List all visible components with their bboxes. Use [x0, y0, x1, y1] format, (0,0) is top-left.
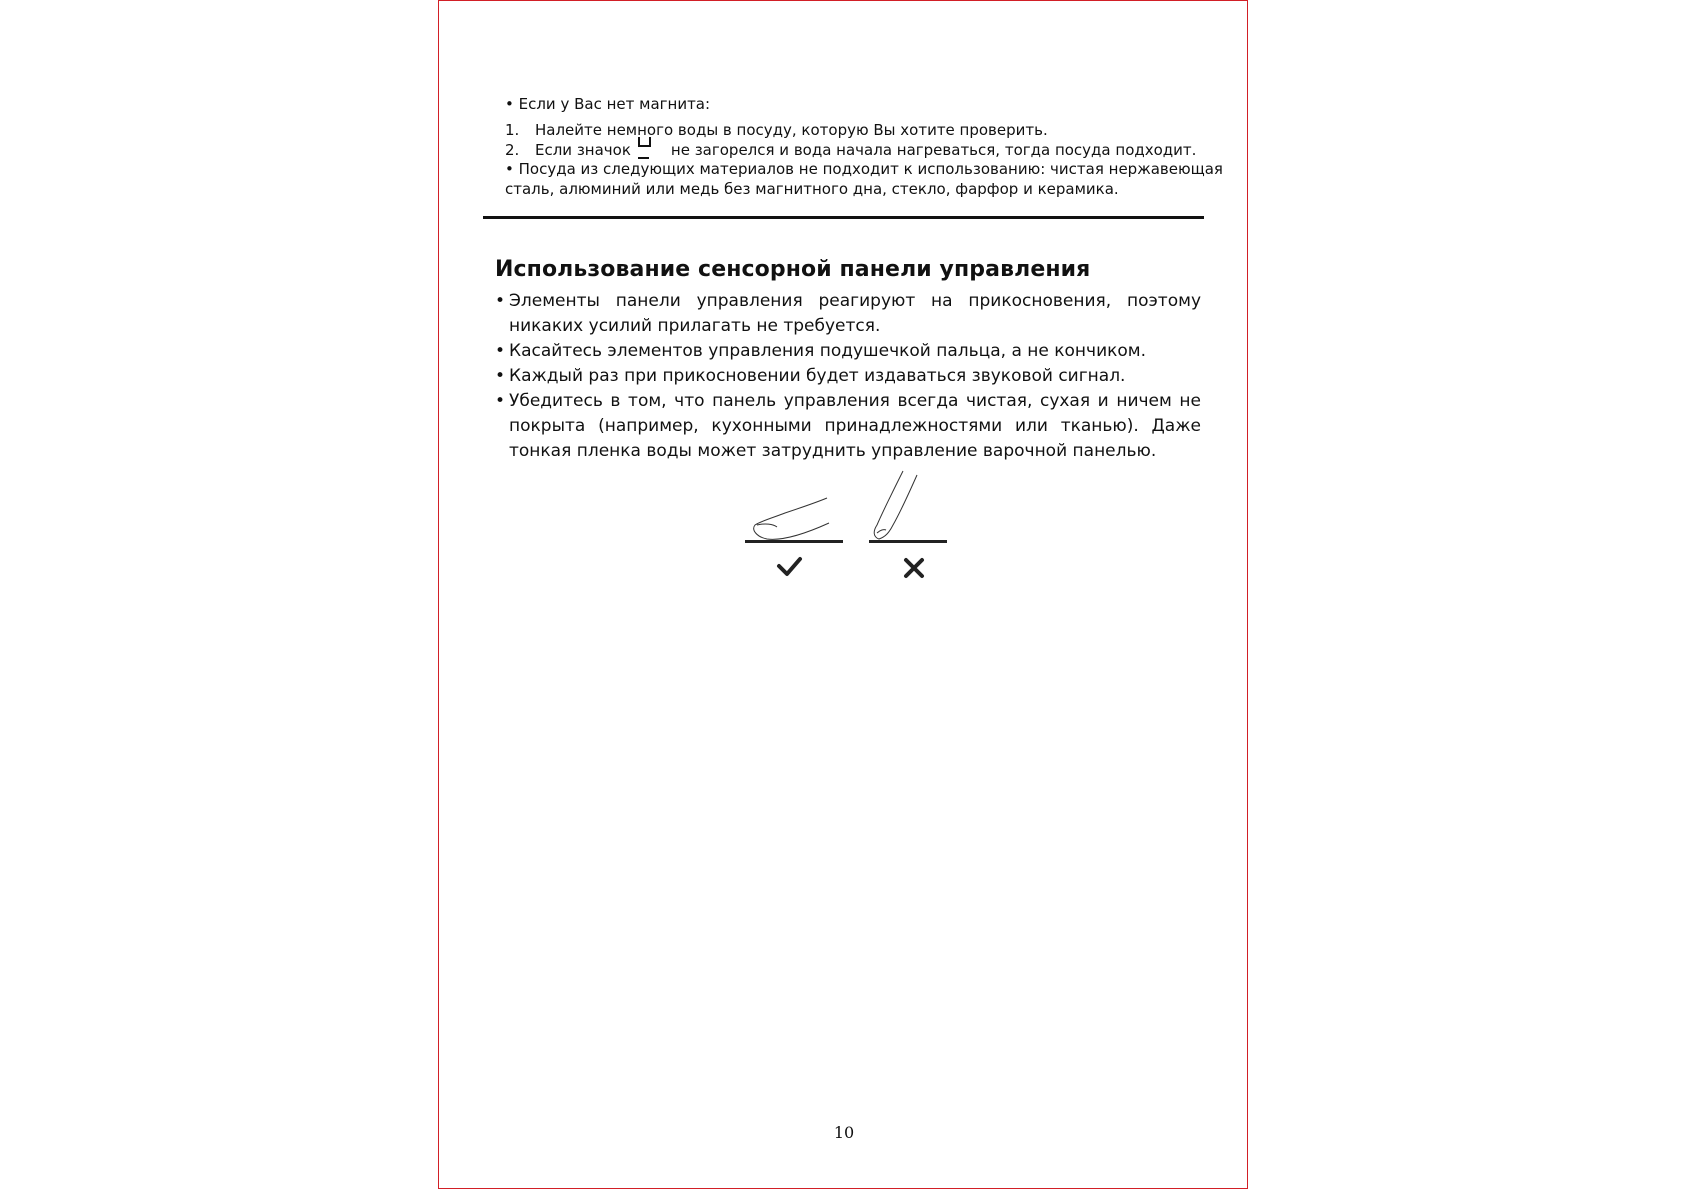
section-title: Использование сенсорной панели управления — [495, 257, 1091, 282]
test-steps — [505, 121, 1231, 199]
pan-detection-symbol-icon — [637, 141, 651, 157]
no-magnet-heading: • Если у Вас нет магнита: — [505, 95, 711, 113]
checkmark-icon — [779, 559, 800, 574]
step-1: 1. Налейте немного воды в посуду, которую Вы хотите проверить. — [505, 121, 1048, 139]
cross-icon — [906, 560, 922, 576]
list-item: • Убедитесь в том, что панель управления всегда чистая, сухая и ничем не покрыта (например, кухонными принадлежностями или тканью). Даже тонкая пленка воды может затруднить управление варочной панелью. — [495, 389, 1201, 464]
list-item: • Элементы панели управления реагируют на прикосновения, поэтому никаких усилий прилагать не требуется. — [495, 289, 1201, 339]
touch-panel-tips — [495, 289, 1201, 464]
no-magnet-note — [505, 95, 1231, 115]
touch-surface-line — [869, 540, 947, 543]
fingertip-touch-drawing — [874, 471, 917, 539]
finger-touch-illustration — [727, 463, 947, 589]
list-item: • Каждый раз при прикосновении будет издаваться звуковой сигнал. — [495, 364, 1201, 389]
finger-pad-touch-drawing — [754, 498, 829, 539]
finger-touch-drawing — [727, 463, 947, 589]
section-divider — [483, 216, 1204, 219]
touch-surface-line — [745, 540, 843, 543]
list-item: • Касайтесь элементов управления подушечкой пальца, а не кончиком. — [495, 339, 1201, 364]
unsuitable-materials-note: • Посуда из следующих материалов не подходит к использованию: чистая нержавеющая сталь, алюминий или медь без магнитного дна, стекло, фарфор и керамика. — [505, 160, 1223, 198]
page-number: 10 — [833, 1123, 855, 1142]
manual-page — [438, 0, 1248, 1189]
step-2: 2. Если значок не загорелся и вода начала нагреваться, тогда посуда подходит. — [505, 141, 1231, 161]
